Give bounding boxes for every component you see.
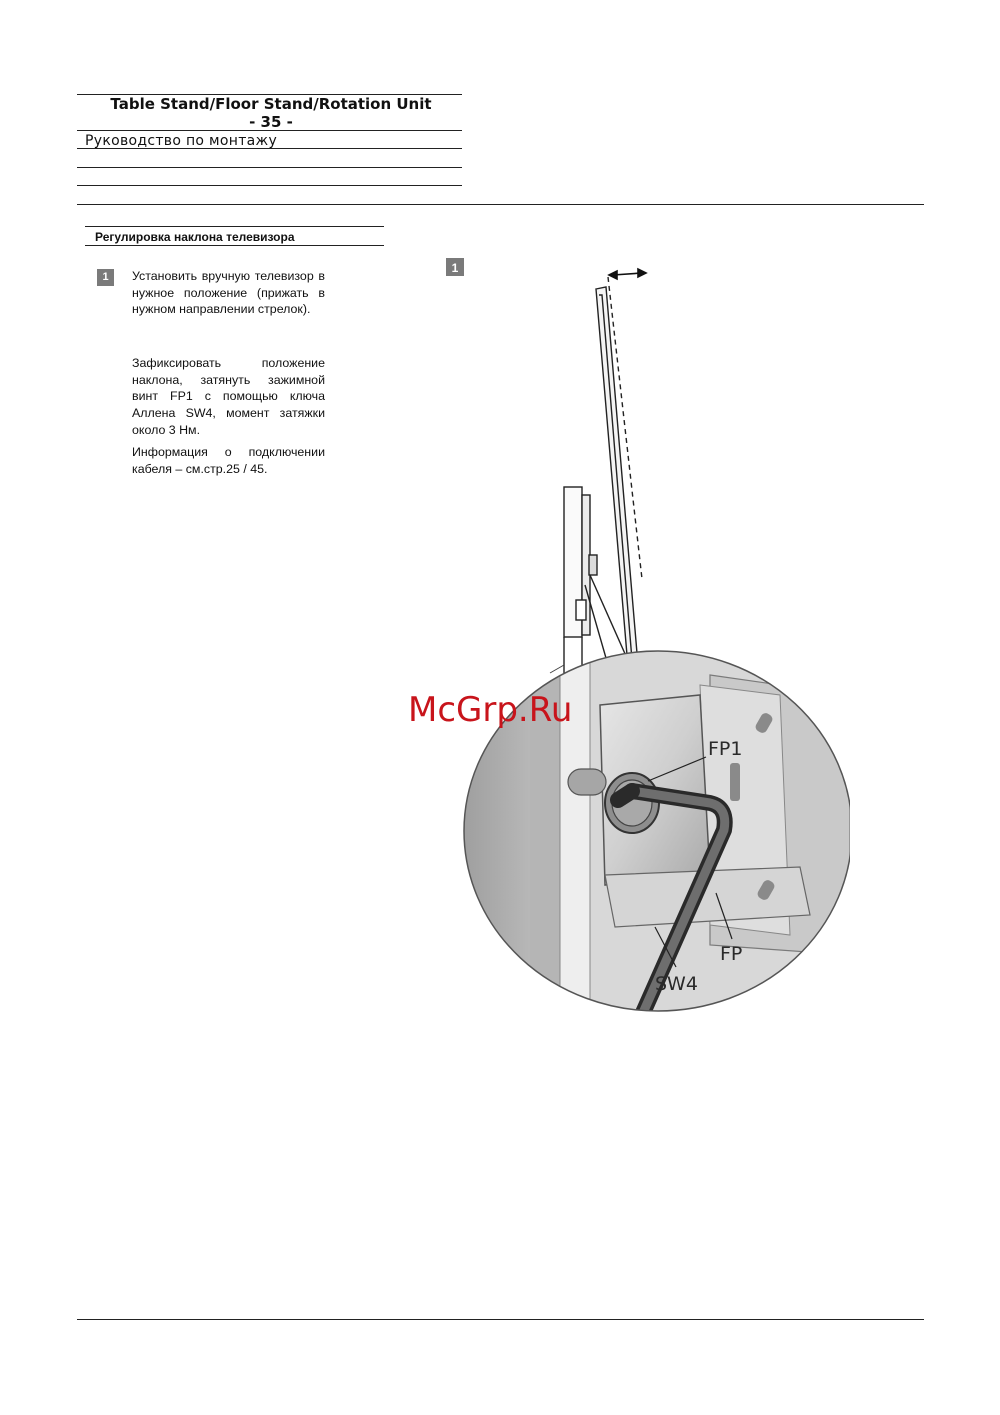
step-number-badge: 1 bbox=[97, 269, 114, 286]
step-paragraph-1: Установить вручную телевизор в нужное положение (прижать в нужном направлении стрелок). bbox=[132, 269, 325, 317]
label-fp: FP bbox=[720, 943, 743, 965]
figure-step-badge bbox=[446, 258, 464, 276]
installation-figure bbox=[380, 255, 850, 1015]
document-subtitle: Руководство по монтажу bbox=[85, 133, 278, 149]
header-rule-4 bbox=[77, 167, 462, 168]
step-paragraph-3: Информация о подключении кабеля – см.стр.25 / 45. bbox=[132, 445, 325, 476]
section-rule-bottom bbox=[85, 245, 384, 246]
label-fp1: FP1 bbox=[708, 738, 743, 760]
header-rule-3 bbox=[77, 148, 462, 149]
watermark-logo: McGrp.Ru bbox=[408, 690, 573, 730]
tilt-arrow-icon bbox=[609, 269, 646, 279]
tilt-adjustment-illustration bbox=[380, 255, 850, 1015]
tv-side-view bbox=[564, 277, 642, 675]
header-rule-5 bbox=[77, 185, 462, 186]
label-sw4: SW4 bbox=[655, 973, 698, 995]
footer-rule bbox=[77, 1319, 924, 1320]
figure-step-number: 1 bbox=[451, 261, 459, 275]
step-paragraph-2: Зафиксировать положение наклона, затянуть зажимной винт FP1 с помощью ключа Аллена SW4, момент затяжки около 3 Нм. bbox=[132, 356, 325, 437]
header-rule-2 bbox=[77, 130, 462, 131]
header-rule-full bbox=[77, 204, 924, 205]
section-rule-top bbox=[85, 226, 384, 227]
page-number: - 35 - bbox=[249, 113, 293, 131]
section-title: Регулировка наклона телевизора bbox=[95, 230, 295, 244]
document-title: Table Stand/Floor Stand/Rotation Unit bbox=[110, 95, 432, 113]
